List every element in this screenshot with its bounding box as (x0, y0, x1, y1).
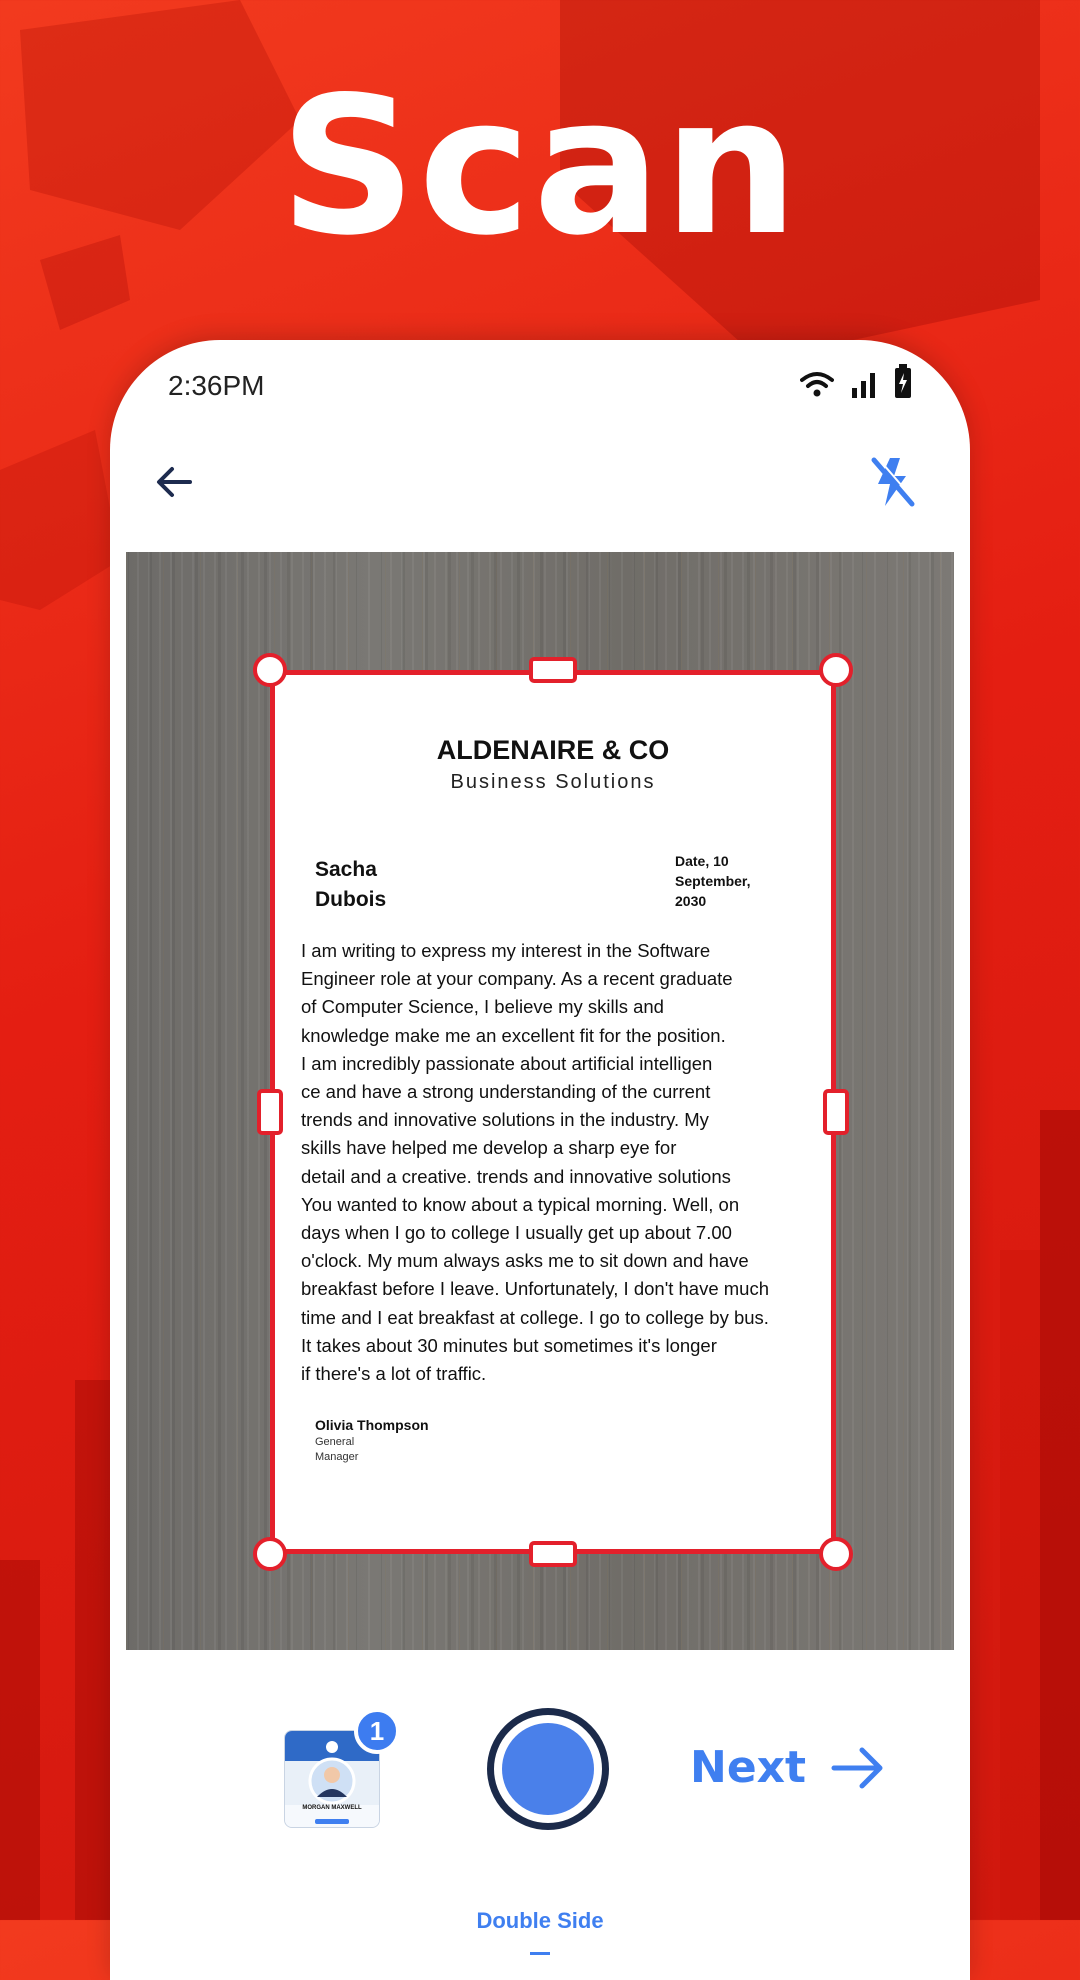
thumbnail-caption: MORGAN MAXWELL (302, 1805, 362, 1811)
scan-count-badge: 1 (354, 1708, 400, 1754)
company-name: ALDENAIRE & CO (436, 735, 670, 765)
signature-name: Olivia Thompson (315, 1417, 429, 1433)
crop-handle-bottom-left[interactable] (253, 1537, 287, 1571)
camera-preview (126, 552, 954, 1650)
back-arrow-icon[interactable] (150, 458, 198, 506)
status-time: 2:36PM (168, 370, 265, 401)
sender-name: Sacha Dubois (315, 858, 387, 911)
flash-off-icon[interactable] (868, 454, 918, 510)
company-subtitle: Business Solutions (450, 771, 656, 793)
crop-handle-top-right[interactable] (819, 653, 853, 687)
crop-handle-bottom-right[interactable] (819, 1537, 853, 1571)
letter-body: I am writing to express my interest in the Software Engineer role at your company. As a recent graduate of Computer Science, I believe my skills and knowledge make me an excellent fit for the position. I am incredibly passionate about artificial intelligen ce and have a strong understanding of the current trends and innovative solutions in the industry. My skills have helped me develop a sharp eye for detail and a creative. trends and innovative solutions You wanted to know about a typical morning. Well, on days when I go to college I usually get up about 7.00 o'clock. My mum always asks me to sit down and have breakfast before I leave. Unfortunately, I don't have much time and I eat breakfast at college. I go to college by bus. It takes about 30 minutes but sometimes it's longer if there's a lot of traffic. (301, 940, 770, 1385)
signal-icon (850, 370, 878, 398)
letter-date: Date, 10 September, 2030 (675, 853, 751, 909)
crop-handle-top-left[interactable] (253, 653, 287, 687)
hero-title: Scan (279, 56, 801, 277)
shutter-inner (502, 1723, 594, 1815)
scanned-document (270, 670, 836, 1554)
next-button[interactable] (690, 1742, 886, 1793)
phone-frame (110, 340, 970, 1980)
battery-charging-icon (894, 364, 912, 398)
mode-indicator (530, 1952, 550, 1955)
status-icons (800, 364, 912, 398)
crop-handle-top[interactable] (529, 657, 577, 683)
crop-handle-bottom[interactable] (529, 1541, 577, 1567)
crop-handle-left[interactable] (257, 1089, 283, 1135)
crop-handle-right[interactable] (823, 1089, 849, 1135)
shutter-button[interactable] (487, 1708, 609, 1830)
signature-title: General Manager (315, 1436, 359, 1463)
arrow-right-icon (830, 1744, 886, 1792)
next-label: Next (690, 1742, 807, 1793)
wifi-icon (800, 370, 834, 398)
mode-double-side[interactable]: Double Side (476, 1908, 604, 1933)
